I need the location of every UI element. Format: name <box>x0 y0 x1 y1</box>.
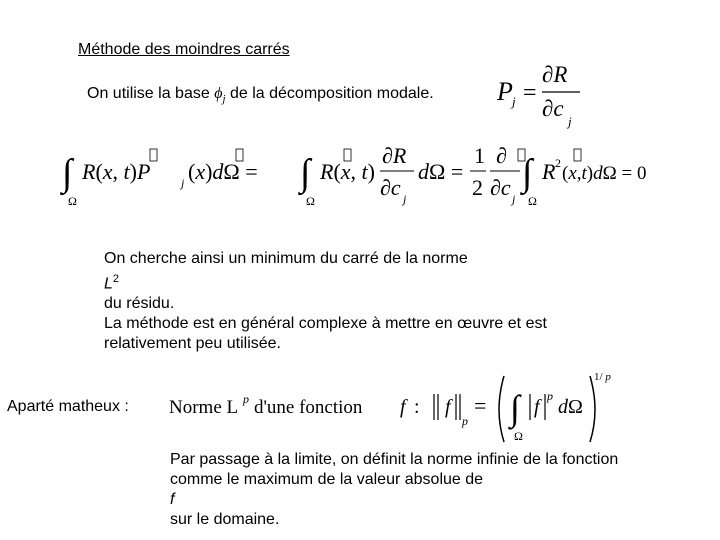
norm-integral-sign: ∫ <box>510 388 520 428</box>
formula-numerator: ∂R <box>542 62 568 87</box>
omega-2: Ω <box>306 194 315 208</box>
term-2: R(x, t) <box>320 159 375 184</box>
left-paren <box>499 376 504 442</box>
norm-colon: : <box>414 396 420 418</box>
fraction-2-num: ∂R <box>382 143 407 168</box>
abs-exp-p: p <box>547 389 553 403</box>
fraction-4-den-j: j <box>512 192 516 206</box>
integral-sign-2: ∫ <box>300 152 311 194</box>
norm-f: f <box>400 396 406 418</box>
intro-before: On utilise la base <box>87 85 215 102</box>
formula-denominator-j: j <box>568 114 572 129</box>
lp-norm-formula <box>166 370 626 444</box>
norm-label-exp: p <box>243 392 249 406</box>
limit-line-2-before: comme le maximum de la valeur absolue de <box>170 471 484 488</box>
term-3-rest: (x,t)dΩ = 0 <box>562 163 647 184</box>
aside-label: Aparté matheux : <box>7 398 129 415</box>
term-3: R <box>542 159 556 184</box>
outer-exp: 1/ p <box>594 371 611 383</box>
norm-exponent: 2 <box>112 273 120 285</box>
explanation-paragraph <box>104 249 664 354</box>
limit-line-2-after: sur le domaine. <box>170 511 280 528</box>
norm-domega: dΩ <box>558 396 583 418</box>
fraction-4-num: ∂ <box>496 143 507 168</box>
placeholder-box-5 <box>574 149 581 161</box>
abs-f: f <box>534 396 540 418</box>
fraction-2-den-j: j <box>403 192 407 206</box>
phi-symbol: ϕ <box>214 85 223 102</box>
paragraph-line-2: La méthode est en général complexe à mettre en œuvre et est <box>104 315 547 333</box>
page-title: Méthode des moindres carrés <box>78 41 290 58</box>
term-1-j: j <box>181 176 185 190</box>
fraction-3-num: 1 <box>474 143 485 168</box>
fraction-3-den: 2 <box>472 175 483 200</box>
formula-j: j <box>512 94 516 109</box>
paragraph-line-1-before: On cherche ainsi un minimum du carré de la norme <box>104 250 468 267</box>
term-1-rest: (x)dΩ = <box>188 159 258 184</box>
formula-p: P <box>497 77 513 106</box>
fraction-4-den: ∂c <box>490 175 511 200</box>
limit-line-1: Par passage à la limite, on définit la norme infinie de la fonction <box>170 451 619 468</box>
norm-label: Norme L <box>169 397 239 418</box>
paragraph-line-1 <box>104 249 664 314</box>
paragraph-line-1-after: du résidu. <box>104 295 175 313</box>
fraction-2-den: ∂c <box>380 175 401 200</box>
phi-index: j <box>222 93 226 106</box>
norm-symbol: L <box>104 275 113 293</box>
norm-sub-p: p <box>462 414 468 428</box>
term-1: R(x, t)P <box>82 159 151 184</box>
omega-3: Ω <box>528 194 537 208</box>
formula-denominator: ∂c <box>542 96 564 121</box>
integral-sign-1: ∫ <box>62 152 73 194</box>
limit-f: f <box>170 491 175 508</box>
limit-paragraph <box>170 450 700 530</box>
right-paren <box>590 376 595 442</box>
norm-label-rest: d'une fonction <box>254 397 363 418</box>
intro-after: de la décomposition modale. <box>225 85 434 102</box>
intro-text <box>87 84 434 109</box>
norm-f-inner: f <box>445 396 451 418</box>
term-3-exp: 2 <box>555 156 561 170</box>
term-2-rest: dΩ = <box>418 159 464 184</box>
paragraph-line-3: relativement peu utilisée. <box>104 335 281 353</box>
norm-omega: Ω <box>514 429 523 443</box>
integral-sign-3: ∫ <box>522 152 533 194</box>
norm-equals: = <box>474 393 487 418</box>
limit-line-2 <box>170 470 700 530</box>
formula-pj-definition <box>492 60 592 132</box>
placeholder-box-1 <box>150 149 157 161</box>
formula-equals: = <box>523 80 537 106</box>
omega-1: Ω <box>68 194 77 208</box>
main-equation <box>60 143 647 213</box>
